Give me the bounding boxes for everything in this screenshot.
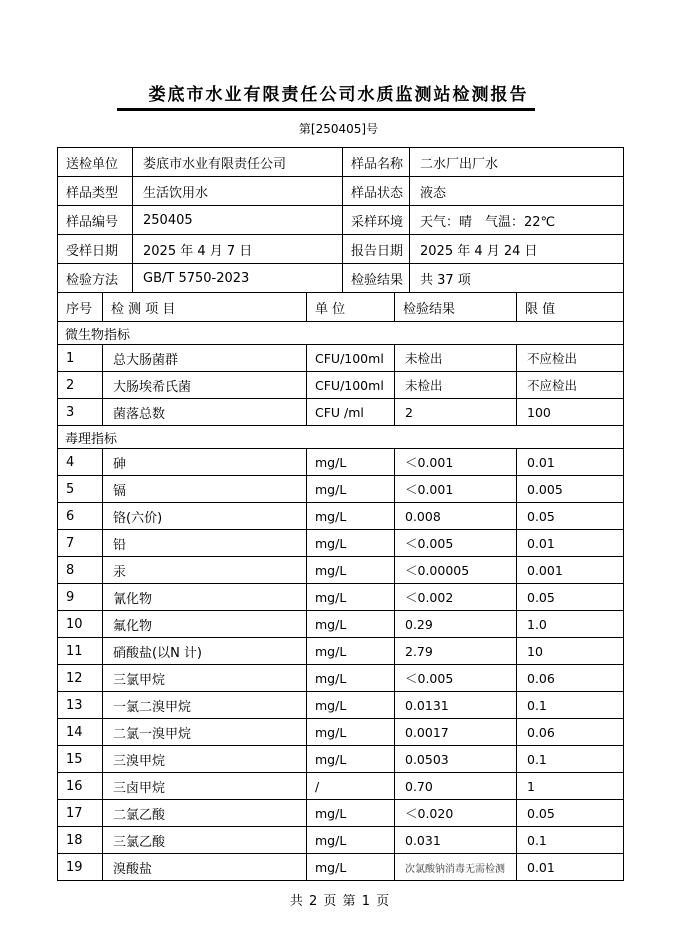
item-name-cell: 镉 xyxy=(103,476,307,503)
row-number-cell: 13 xyxy=(58,692,103,719)
limit-cell: 0.05 xyxy=(517,503,624,530)
result-row xyxy=(58,399,624,426)
col-header-item: 检 测 项 目 xyxy=(103,293,307,322)
info-value: 生活饮用水 xyxy=(133,177,343,206)
info-value: 液态 xyxy=(410,177,624,206)
info-label: 检验方法 xyxy=(58,264,133,293)
unit-cell: mg/L xyxy=(307,557,395,584)
unit-cell: mg/L xyxy=(307,692,395,719)
result-cell: 未检出 xyxy=(395,345,517,372)
result-row xyxy=(58,719,624,746)
info-row xyxy=(58,235,624,264)
item-name-cell: 一氯二溴甲烷 xyxy=(103,692,307,719)
info-label: 样品类型 xyxy=(58,177,133,206)
unit-cell: mg/L xyxy=(307,746,395,773)
result-row xyxy=(58,692,624,719)
limit-cell: 不应检出 xyxy=(517,372,624,399)
item-name-cell: 三氯乙酸 xyxy=(103,827,307,854)
result-cell: ＜0.001 xyxy=(395,449,517,476)
report-number: 第[250405]号 xyxy=(298,122,379,136)
result-row xyxy=(58,746,624,773)
col-header-result: 检验结果 xyxy=(395,293,517,322)
result-row xyxy=(58,372,624,399)
result-row xyxy=(58,827,624,854)
info-value: 2025 年 4 月 24 日 xyxy=(410,235,624,264)
result-cell: 0.70 xyxy=(395,773,517,800)
row-number-cell: 9 xyxy=(58,584,103,611)
item-name-cell: 二氯乙酸 xyxy=(103,800,307,827)
item-name-cell: 菌落总数 xyxy=(103,399,307,426)
limit-cell: 0.1 xyxy=(517,827,624,854)
result-row xyxy=(58,557,624,584)
unit-cell: mg/L xyxy=(307,719,395,746)
unit-cell: mg/L xyxy=(307,611,395,638)
item-name-cell: 铬(六价) xyxy=(103,503,307,530)
unit-cell: mg/L xyxy=(307,449,395,476)
info-label: 送检单位 xyxy=(58,148,133,177)
row-number-cell: 15 xyxy=(58,746,103,773)
limit-cell: 0.01 xyxy=(517,854,624,881)
row-number-cell: 19 xyxy=(58,854,103,881)
limit-cell: 不应检出 xyxy=(517,345,624,372)
test-results-table xyxy=(57,292,624,881)
limit-cell: 10 xyxy=(517,638,624,665)
result-cell: 0.0503 xyxy=(395,746,517,773)
item-name-cell: 三卤甲烷 xyxy=(103,773,307,800)
page-title: 娄底市水业有限责任公司水质监测站检测报告 xyxy=(148,85,529,105)
info-value: 二水厂出厂水 xyxy=(410,148,624,177)
unit-cell: mg/L xyxy=(307,827,395,854)
result-cell: 0.031 xyxy=(395,827,517,854)
result-cell: 0.0131 xyxy=(395,692,517,719)
result-row xyxy=(58,345,624,372)
info-row xyxy=(58,148,624,177)
result-cell: ＜0.020 xyxy=(395,800,517,827)
unit-cell: mg/L xyxy=(307,530,395,557)
section-header-row xyxy=(58,426,624,449)
result-row xyxy=(58,665,624,692)
result-cell: 0.0017 xyxy=(395,719,517,746)
col-header-unit: 单 位 xyxy=(307,293,395,322)
result-row xyxy=(58,584,624,611)
limit-cell: 0.06 xyxy=(517,719,624,746)
result-cell: 次氯酸钠消毒无需检测 xyxy=(395,854,517,881)
item-name-cell: 汞 xyxy=(103,557,307,584)
result-cell: ＜0.005 xyxy=(395,530,517,557)
info-value: 共 37 项 xyxy=(410,264,624,293)
result-row xyxy=(58,773,624,800)
section-title: 毒理指标 xyxy=(58,426,624,449)
info-row xyxy=(58,206,624,235)
unit-cell: mg/L xyxy=(307,503,395,530)
info-label: 检验结果 xyxy=(343,264,410,293)
limit-cell: 1.0 xyxy=(517,611,624,638)
result-cell: ＜0.005 xyxy=(395,665,517,692)
info-table-body xyxy=(58,148,624,293)
info-row xyxy=(58,264,624,293)
limit-cell: 1 xyxy=(517,773,624,800)
info-value: 娄底市水业有限责任公司 xyxy=(133,148,343,177)
tables-wrap xyxy=(57,147,623,881)
result-row xyxy=(58,854,624,881)
row-number-cell: 5 xyxy=(58,476,103,503)
info-value: 天气：晴 气温：22℃ xyxy=(410,206,624,235)
result-row xyxy=(58,476,624,503)
info-label: 采样环境 xyxy=(343,206,410,235)
unit-cell: CFU/100ml xyxy=(307,345,395,372)
result-row xyxy=(58,530,624,557)
info-label: 报告日期 xyxy=(343,235,410,264)
limit-cell: 0.1 xyxy=(517,692,624,719)
sample-info-table xyxy=(57,147,624,293)
result-row xyxy=(58,638,624,665)
result-row xyxy=(58,503,624,530)
result-cell: 未检出 xyxy=(395,372,517,399)
info-value: GB/T 5750-2023 xyxy=(133,264,343,293)
result-cell: ＜0.002 xyxy=(395,584,517,611)
row-number-cell: 12 xyxy=(58,665,103,692)
row-number-cell: 8 xyxy=(58,557,103,584)
row-number-cell: 7 xyxy=(58,530,103,557)
limit-cell: 0.005 xyxy=(517,476,624,503)
limit-cell: 0.1 xyxy=(517,746,624,773)
unit-cell: mg/L xyxy=(307,800,395,827)
col-header-limit: 限 值 xyxy=(517,293,624,322)
unit-cell: CFU/100ml xyxy=(307,372,395,399)
unit-cell: mg/L xyxy=(307,476,395,503)
result-row xyxy=(58,449,624,476)
item-name-cell: 溴酸盐 xyxy=(103,854,307,881)
result-cell: 0.29 xyxy=(395,611,517,638)
row-number-cell: 16 xyxy=(58,773,103,800)
item-name-cell: 三溴甲烷 xyxy=(103,746,307,773)
title-underline xyxy=(117,108,535,111)
unit-cell: / xyxy=(307,773,395,800)
row-number-cell: 6 xyxy=(58,503,103,530)
info-value: 250405 xyxy=(133,206,343,235)
result-cell: ＜0.001 xyxy=(395,476,517,503)
info-label: 受样日期 xyxy=(58,235,133,264)
row-number-cell: 2 xyxy=(58,372,103,399)
item-name-cell: 铅 xyxy=(103,530,307,557)
item-name-cell: 砷 xyxy=(103,449,307,476)
row-number-cell: 18 xyxy=(58,827,103,854)
info-label: 样品状态 xyxy=(343,177,410,206)
limit-cell: 0.05 xyxy=(517,584,624,611)
section-title: 微生物指标 xyxy=(58,322,624,345)
results-table-body xyxy=(58,322,624,881)
item-name-cell: 硝酸盐(以N 计) xyxy=(103,638,307,665)
limit-cell: 0.01 xyxy=(517,530,624,557)
unit-cell: mg/L xyxy=(307,638,395,665)
result-cell: 0.008 xyxy=(395,503,517,530)
row-number-cell: 3 xyxy=(58,399,103,426)
item-name-cell: 大肠埃希氏菌 xyxy=(103,372,307,399)
info-label: 样品编号 xyxy=(58,206,133,235)
info-value: 2025 年 4 月 7 日 xyxy=(133,235,343,264)
limit-cell: 0.01 xyxy=(517,449,624,476)
unit-cell: mg/L xyxy=(307,665,395,692)
result-cell: 2 xyxy=(395,399,517,426)
item-name-cell: 三氯甲烷 xyxy=(103,665,307,692)
row-number-cell: 11 xyxy=(58,638,103,665)
unit-cell: mg/L xyxy=(307,584,395,611)
results-header-row xyxy=(58,293,624,322)
item-name-cell: 氰化物 xyxy=(103,584,307,611)
result-cell: 2.79 xyxy=(395,638,517,665)
row-number-cell: 17 xyxy=(58,800,103,827)
limit-cell: 0.06 xyxy=(517,665,624,692)
info-label: 样品名称 xyxy=(343,148,410,177)
section-header-row xyxy=(58,322,624,345)
item-name-cell: 氟化物 xyxy=(103,611,307,638)
item-name-cell: 总大肠菌群 xyxy=(103,345,307,372)
info-row xyxy=(58,177,624,206)
result-cell: ＜0.00005 xyxy=(395,557,517,584)
row-number-cell: 1 xyxy=(58,345,103,372)
item-name-cell: 二氯一溴甲烷 xyxy=(103,719,307,746)
row-number-cell: 10 xyxy=(58,611,103,638)
row-number-cell: 4 xyxy=(58,449,103,476)
result-row xyxy=(58,800,624,827)
col-header-no: 序号 xyxy=(58,293,103,322)
limit-cell: 100 xyxy=(517,399,624,426)
row-number-cell: 14 xyxy=(58,719,103,746)
page-footer: 共 2 页 第 1 页 xyxy=(289,894,391,909)
unit-cell: CFU /ml xyxy=(307,399,395,426)
result-row xyxy=(58,611,624,638)
limit-cell: 0.001 xyxy=(517,557,624,584)
limit-cell: 0.05 xyxy=(517,800,624,827)
unit-cell: mg/L xyxy=(307,854,395,881)
